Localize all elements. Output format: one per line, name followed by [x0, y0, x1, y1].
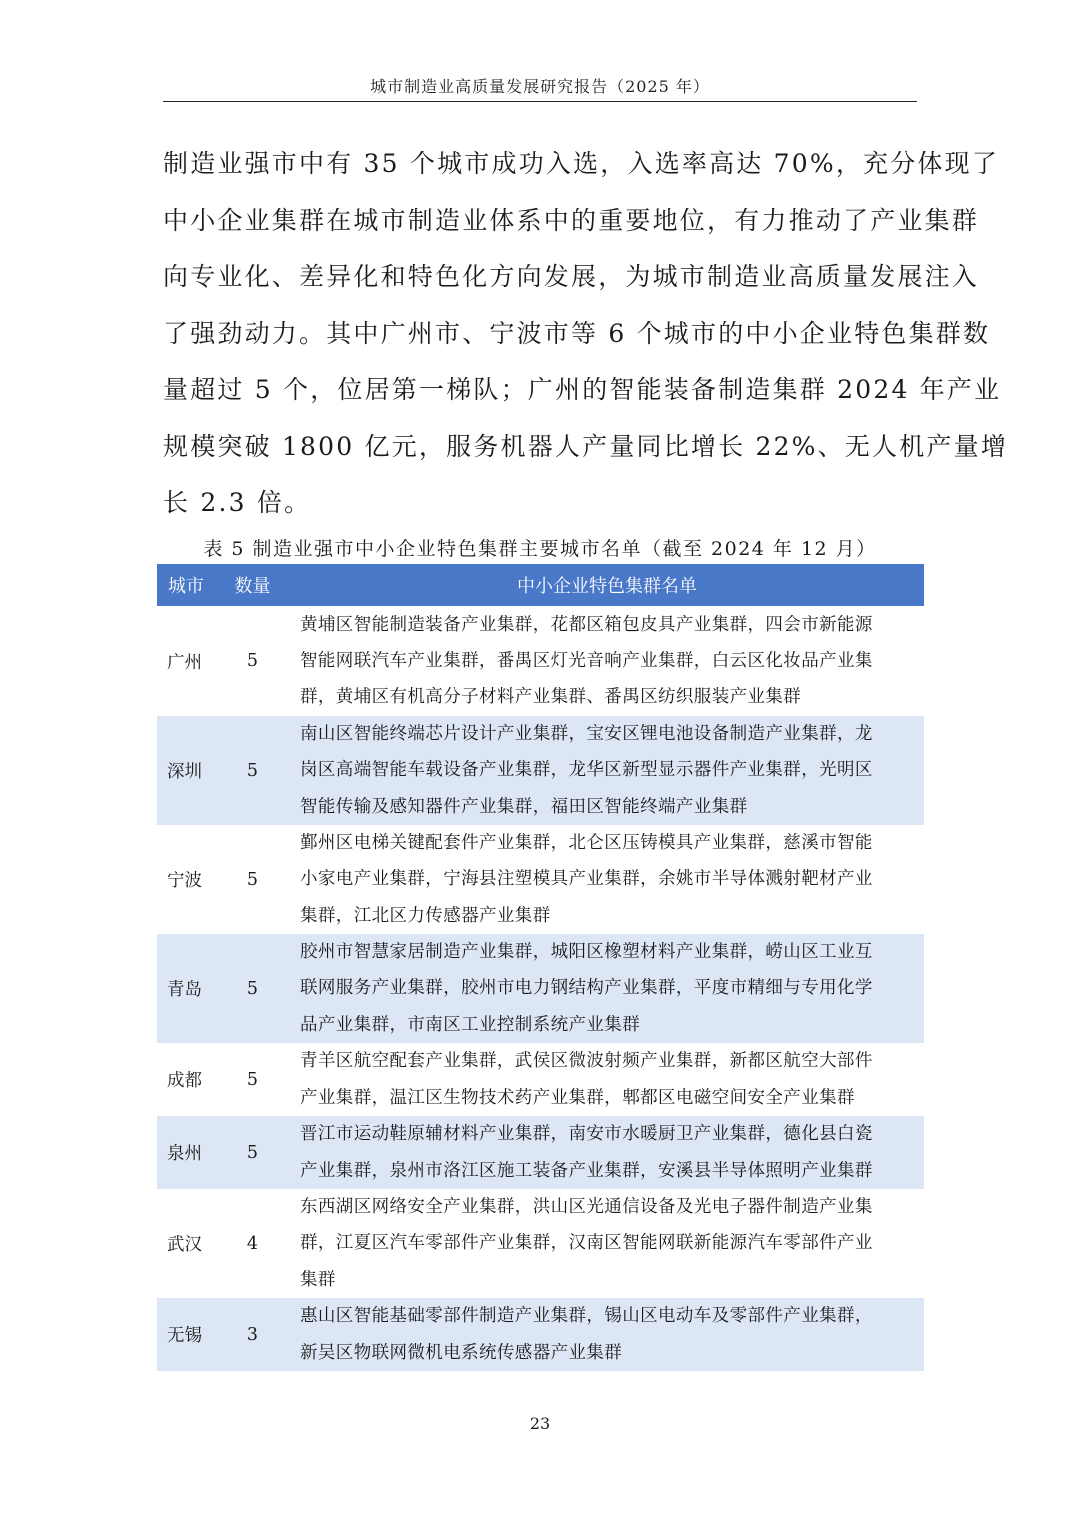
name-line: 鄞州区电梯关键配套件产业集群，北仑区压铸模具产业集群，慈溪市智能 [300, 833, 873, 854]
name-line: 新吴区物联网微机电系统传感器产业集群 [300, 1342, 623, 1363]
cell-city: 成都 [167, 1071, 202, 1091]
table-row [157, 716, 924, 825]
cell-names [290, 934, 924, 1043]
cluster-table [157, 564, 924, 1371]
cell-count: 3 [215, 1298, 290, 1371]
running-header: 城市制造业高质量发展研究报告（2025 年） [370, 77, 710, 96]
body-line: 制造业强市中有 35 个城市成功入选，入选率高达 70%，充分体现了 [163, 149, 1000, 178]
name-line: 群，江夏区汽车零部件产业集群，汉南区智能网联新能源汽车零部件产业 [300, 1233, 873, 1254]
cell-city: 宁波 [167, 871, 202, 891]
cell-names [290, 1116, 924, 1189]
cell-count: 5 [215, 716, 290, 825]
cell-count: 5 [215, 934, 290, 1043]
header-rule [163, 101, 917, 102]
table-row [157, 1043, 924, 1116]
cell-names [290, 1298, 924, 1371]
name-line: 晋江市运动鞋原辅材料产业集群，南安市水暖厨卫产业集群，德化县白瓷 [300, 1124, 873, 1145]
cell-city: 泉州 [157, 1116, 215, 1189]
header-names: 中小企业特色集群名单 [290, 564, 924, 606]
name-line: 智能网联汽车产业集群，番禺区灯光音响产业集群，白云区化妆品产业集 [300, 650, 873, 671]
body-line: 中小企业集群在城市制造业体系中的重要地位，有力推动了产业集群 [163, 205, 980, 235]
table-caption: 表 5 制造业强市中小企业特色集群主要城市名单（截至 2024 年 12 月） [203, 538, 877, 560]
header-count: 数量 [215, 564, 290, 606]
cell-names [290, 825, 924, 934]
table-header-row [157, 564, 924, 606]
table-row [157, 934, 924, 1043]
table-row [157, 1116, 924, 1189]
table-row [157, 1189, 924, 1298]
cell-city: 广州 [167, 652, 202, 673]
name-line: 黄埔区智能制造装备产业集群，花都区箱包皮具产业集群，四会市新能源 [300, 614, 873, 635]
body-line: 规模突破 1800 亿元，服务机器人产量同比增长 22%、无人机产量增 [163, 431, 1009, 461]
body-line: 长 2.3 倍。 [163, 488, 312, 517]
cell-count: 4 [246, 1233, 259, 1254]
name-line: 产业集群，温江区生物技术药产业集群，郫都区电磁空间安全产业集群 [300, 1087, 855, 1108]
name-line: 南山区智能终端芯片设计产业集群，宝安区锂电池设备制造产业集群，龙 [300, 724, 873, 745]
name-line: 联网服务产业集群，胶州市电力钢结构产业集群，平度市精细与专用化学 [300, 978, 873, 999]
name-line: 集群，江北区力传感器产业集群 [300, 905, 551, 926]
body-line: 向专业化、差异化和特色化方向发展，为城市制造业高质量发展注入 [163, 262, 980, 291]
table-row [157, 825, 924, 934]
name-line: 产业集群，泉州市洛江区施工装备产业集群，安溪县半导体照明产业集群 [300, 1160, 873, 1181]
page-number: 23 [529, 1414, 551, 1433]
cell-city: 无锡 [157, 1298, 215, 1371]
name-line: 东西湖区网络安全产业集群，洪山区光通信设备及光电子器件制造产业集 [300, 1197, 873, 1218]
name-line: 青羊区航空配套产业集群，武侯区微波射频产业集群，新都区航空大部件 [300, 1051, 873, 1072]
cell-names [290, 1189, 924, 1298]
cell-city: 深圳 [157, 716, 215, 825]
cell-count: 5 [246, 651, 259, 671]
body-line: 了强劲动力。其中广州市、宁波市等 6 个城市的中小企业特色集群数 [163, 318, 991, 348]
header-city: 城市 [157, 564, 215, 606]
name-line: 小家电产业集群，宁海县注塑模具产业集群，余姚市半导体溅射靶材产业 [300, 869, 873, 890]
cell-names [290, 716, 924, 825]
table-row [157, 606, 924, 716]
name-line: 群，黄埔区有机高分子材料产业集群、番禺区纺织服装产业集群 [300, 687, 802, 708]
cell-names [290, 606, 924, 716]
body-paragraph [163, 136, 1009, 532]
name-line: 智能传输及感知器件产业集群，福田区智能终端产业集群 [300, 796, 748, 817]
cell-city: 武汉 [167, 1235, 202, 1255]
cell-count: 5 [215, 1116, 290, 1189]
cell-count: 5 [246, 1069, 259, 1090]
body-line: 量超过 5 个，位居第一梯队；广州的智能装备制造集群 2024 年产业 [163, 375, 1002, 404]
cell-city: 青岛 [157, 934, 215, 1043]
name-line: 胶州市智慧家居制造产业集群，城阳区橡塑材料产业集群，崂山区工业互 [300, 942, 873, 963]
name-line: 惠山区智能基础零部件制造产业集群，锡山区电动车及零部件产业集群， [300, 1306, 873, 1327]
cell-count: 5 [246, 869, 259, 890]
name-line: 岗区高端智能车载设备产业集群，龙华区新型显示器件产业集群，光明区 [300, 760, 873, 781]
name-line: 集群 [300, 1269, 336, 1290]
name-line: 品产业集群，市南区工业控制系统产业集群 [300, 1014, 641, 1035]
table-row [157, 1298, 924, 1371]
cell-names [290, 1043, 924, 1116]
